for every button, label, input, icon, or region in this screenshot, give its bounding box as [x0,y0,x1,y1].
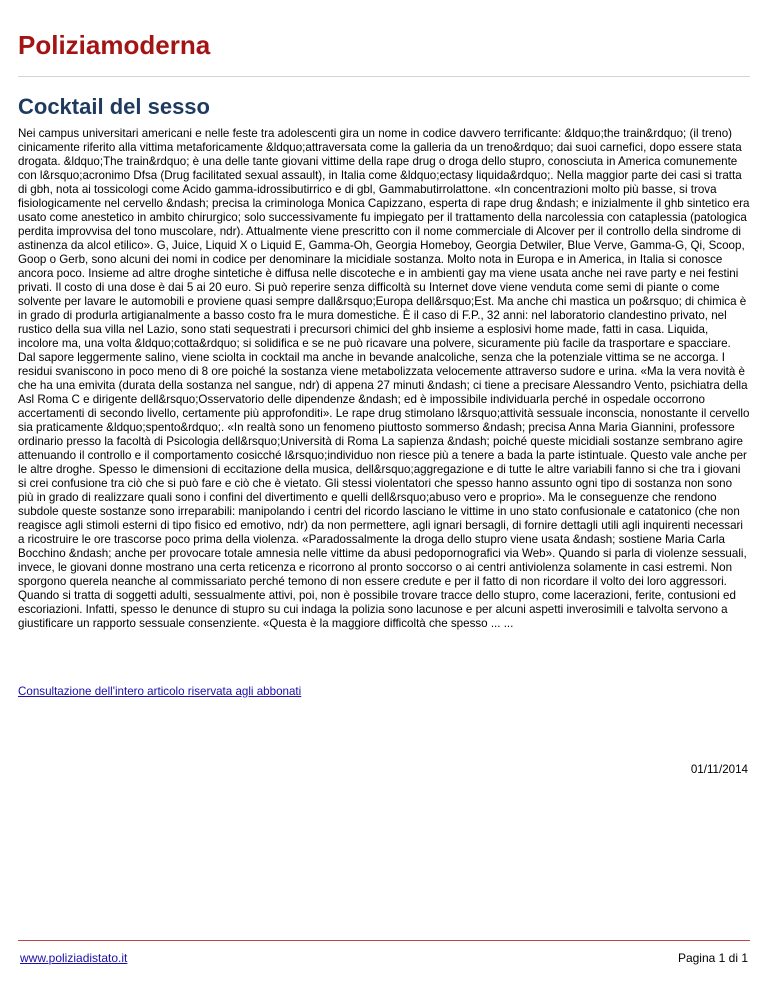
header-divider [18,76,750,77]
site-masthead: Poliziamoderna [18,30,211,60]
publication-date: 01/11/2014 [690,763,748,776]
article-body: Nei campus universitari americani e nelle feste tra adolescenti gira un nome in codice davvero terrificante: &ldquo;the train&rdquo; (il treno) cinicamente riferito alla vittima metaforicamente &ldquo;attraversata come la galleria da un treno&rdquo; dai suoi carnefici, dopo essere stata drogata. &ldquo;The train&rdquo; è una delle tante giovani vittime della rape drug o droga dello stupro, conosciuta in America comunemente con l&rsquo;acronimo Dfsa (Drug facilitated sexual assault), in Italia come &ldquo;ectasy liquida&rdquo;. Nella maggior parte dei casi si tratta di gbh, nota ai tossicologi come Acido gamma-idrossibutirrico e di gbl, Gammabutirrolattone. «In concentrazioni molto più basse, si trova fisiologicamente nel cervello &ndash; precisa la criminologa Monica Capizzano, esperta di rape drug &ndash; e inizialmente il ghb sintetico era usato come anestetico in ambito chirurgico; solo successivamente fu impiegato per il trattamento della narcolessia con cataplessia (patologica perdita improvvisa del tono muscolare, ndr). Attualmente viene prescritto con il nome commerciale di Alcover per il controllo della sindrome di astinenza da alcol etilico». G, Juice, Liquid X o Liquid E, Gamma-Oh, Georgia Homeboy, Georgia Detwiler, Blue Verve, Gamma-G, Qi, Scoop, Goop o Gerb, sono alcuni dei nomi in codice per denominare la micidiale sostanza. Molto nota in Europa e in America, in Italia si conosce ancora poco. Insieme ad altre droghe sintetiche è diffusa nelle discoteche e in ambienti gay ma viene usata anche nei rave party e nei festini privati. Il costo di una dose è dai 5 ai 20 euro. Si può reperire senza difficoltà su Internet dove viene venduta come semi di piante o come solvente per lavare le automobili e proviene quasi sempre dall&rsquo;Europa dell&rsquo;Est. Ma anche chi mastica un po&rsquo; di chimica è in grado di produrla artigianalmente a basso costo fra le mura domestiche. È il caso di F.P., 32 anni: nel laboratorio clandestino privato, nel rustico della sua villa nel Lazio, sono stati sequestrati i precursori chimici del ghb insieme a esplosivi home made, fatti in casa. Liquida, incolore ma, una volta &ldquo;cotta&rdquo; si solidifica e se ne può ricavare una polvere, sicuramente più facile da trasportare e spacciare. Dal sapore leggermente salino, viene sciolta in cocktail ma anche in bevande analcoliche, senza che la potenziale vittima se ne accorga. I residui svaniscono in poco meno di 8 ore poiché la sostanza viene metabolizzata velocemente attraverso sudore e urina. «Ma la vera novità è che ha una emivita (durata della sostanza nel sangue, ndr) di appena 27 minuti &ndash; ci tiene a precisare Alessandro Vento, psichiatra della Asl Roma C e dirigente dell&rsquo;Osservatorio delle dipendenze &ndash; ed è impossibile individuarla perché in ospedale occorrono accertamenti di secondo livello, certamente più approfonditi». Le rape drug stimolano l&rsquo;attività sessuale inconscia, nonostante il cervello sia praticamente &ldquo;spento&rdquo;. «In realtà sono un fenomeno piuttosto sommerso &ndash; precisa Anna Maria Giannini, professore ordinario presso la facoltà di Psicologia dell&rsquo;Università di Roma La sapienza &ndash; poiché queste micidiali sostanze sembrano agire attenuando il controllo e il comportamento cosicché l&rsquo;individuo non riesce più a tenere a bada la parte istintuale. Questo vale anche per le altre droghe. Spesso le dimensioni di eccitazione della musica, dell&rsquo;aggregazione e di tutte le altre variabili fanno si che tra i giovani si crei confusione tra ciò che si può fare e ciò che è vietato. Gli stessi violentatori che spesso hanno assunto ogni tipo di sostanza non sono più in grado di realizzare quali sono i confini del divertimento e quelli dell&rsquo;abuso vero e proprio». Ma le conseguenze che rendono subdole queste sostanze sono irreparabili: manipolando i centri del ricordo lasciano le vittime in uno stato confusionale e catatonico (che non reagisce agli stimoli esterni di tipo fisico ed emotivo, ndr) da non permettere, agli ignari bersagli, di fornire dettagli utili agli inquirenti necessari a ricostruire le ore trascorse poco prima della violenza. «Paradossalmente la droga dello stupro viene usata &ndash; sostiene Maria Carla Bocchino &ndash; anche per provocare totale amnesia nelle vittime da abusi pedopornografici via Web». Quando si parla di violenze sessuali, invece, le giovani donne mostrano una certa reticenza e ricorrono al pronto soccorso o ai centri antiviolenza solamente in casi estremi. Non sporgono querela neanche al commissariato perché temono di non essere credute e per il fatto di non ricordare il volto dei loro aggressori. Quando si tratta di soggetti adulti, sessualmente attivi, poi, non è possibile trovare tracce dello stupro, come lacerazioni, ferite, contusioni ed escoriazioni. Infatti, spesso le denunce di stupro su cui indaga la polizia sono lacunose e per alcuni aspetti inverosimili e talvolta servono a giustificare un rapporto sessuale consenziente. «Questa è la maggiore difficoltà che spesso ... ... [18,127,750,630]
article-title: Cocktail del sesso [18,94,210,119]
footer-site-link[interactable]: www.poliziadistato.it [20,951,128,965]
footer-divider [18,940,750,941]
page-number: Pagina 1 di 1 [677,951,748,965]
subscription-link[interactable]: Consultazione dell'intero articolo riservata agli abbonati [18,685,302,698]
